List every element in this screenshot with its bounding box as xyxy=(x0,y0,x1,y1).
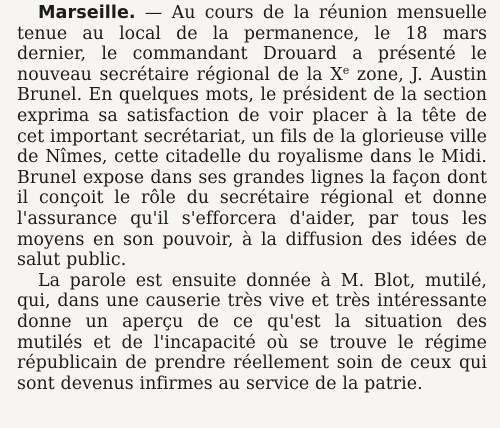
article-paragraph-1 xyxy=(17,3,487,271)
paragraph-1-text-b: zone, J. Austin Brunel. En quelques mots, le président de la section exprima sa satisfaction de voir placer à la tête de cet important secrétariat, un fils de la glorieuse ville de Nîmes, cette citadelle du royalisme dans le Midi. Brunel expose dans ses grandes lignes la façon dont il conçoit le rôle du secrétaire régional et donne l'assurance qu'il s'efforcera d'aider, par tous les moyens en son pouvoir, à la diffusion des idées de salut public. xyxy=(17,64,487,271)
ordinal-superscript: e xyxy=(342,63,350,77)
paragraph-1-text-a: — Au cours de la réunion mensuelle tenue au local de la permanence, le 18 mars dernier, le commandant Drouard a présenté le nouveau secrétaire régional de la X xyxy=(17,3,487,85)
article-paragraph-2: La parole est ensuite donnée à M. Blot, mutilé, qui, dans une causerie très vive et très intéressante donne un aperçu de ce qu'est la situation des mutilés et de l'incapacité où se trouve le régime républicain de prendre réellement soin de ceux qui sont devenus infirmes au service de la patrie. xyxy=(17,270,487,394)
article-dateline: Marseille. xyxy=(38,3,136,23)
article-body xyxy=(17,3,487,394)
